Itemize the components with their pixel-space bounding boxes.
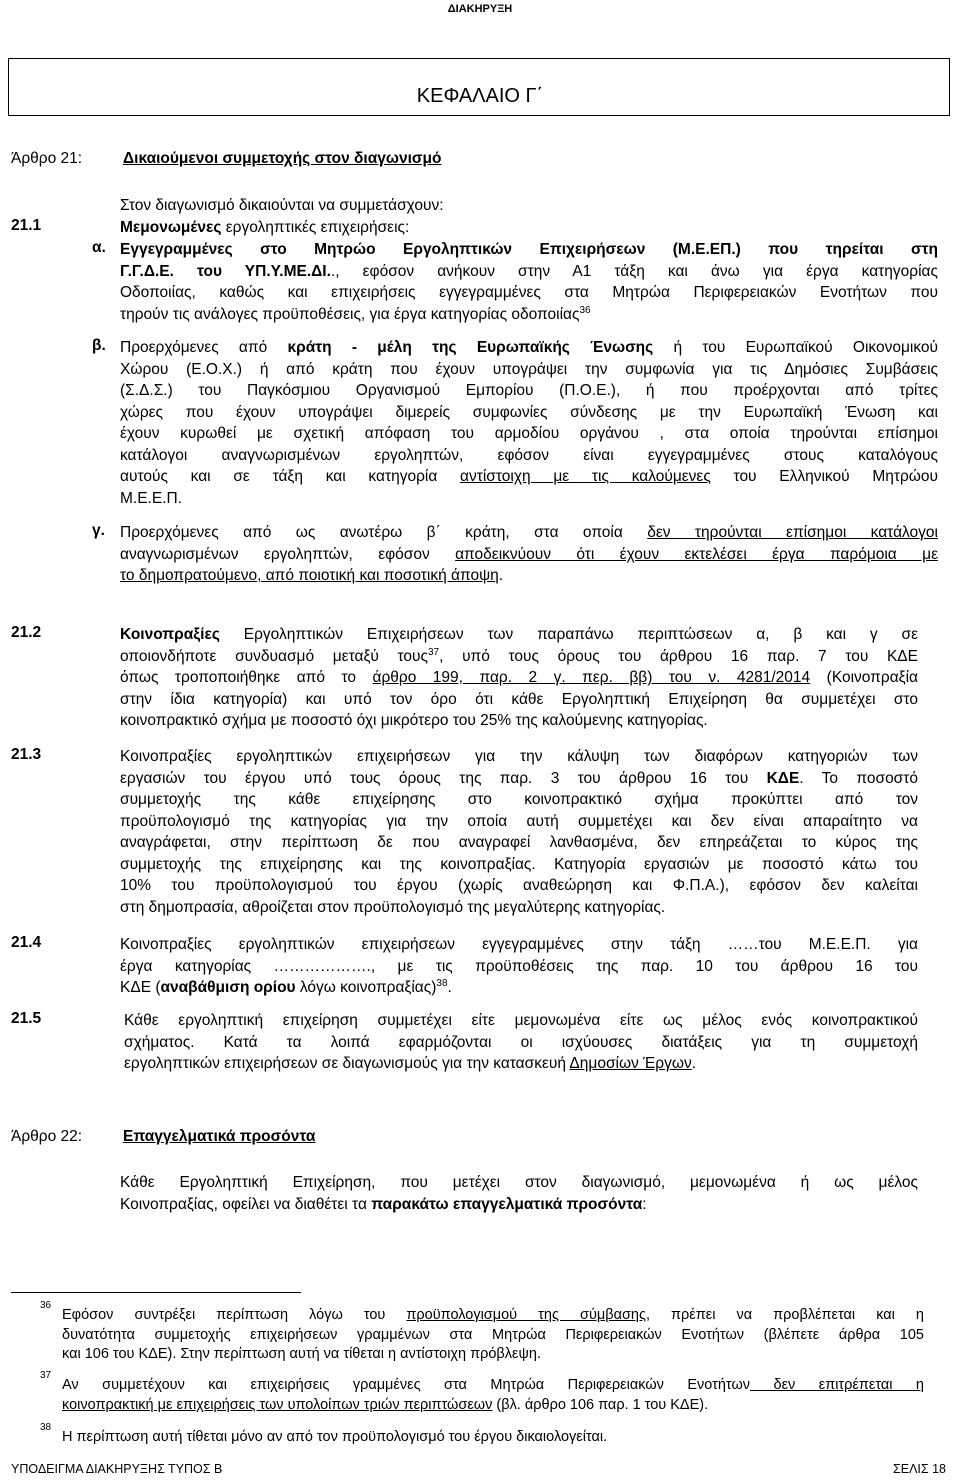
- p3-line-5: αναγράφεται, στην περίπτωση δε που αναγραφεί λανθασμένα, δεν επηρεάζεται το κύρος της: [120, 834, 918, 851]
- item-b-text: [120, 337, 938, 509]
- footnote-38: [62, 1428, 924, 1448]
- p5-line-3-c: .: [691, 1055, 697, 1072]
- a22-line-2-c: :: [642, 1195, 647, 1213]
- a22-line-2-bold: παρακάτω επαγγελματικά προσόντα: [371, 1195, 643, 1213]
- p5-line-2: σχήματος. Κατά τα λοιπά εφαρμόζονται οι ισχύουσες διατάξεις για τη συμμετοχή: [124, 1033, 918, 1051]
- p2-line-2-b: , υπό τους όρους του άρθρου 16 παρ. 7 του ΚΔΕ: [439, 647, 918, 665]
- paragraph-number-21-4: 21.4: [11, 934, 42, 951]
- p3-line-2-a: εργασιών του έργου υπό τους όρους της παρ. 3 του άρθρου 16 του: [120, 769, 767, 787]
- p3-line-2-c: . Το ποσοστό: [799, 769, 918, 787]
- p5-line-3-a: εργοληπτικών επιχειρήσεων σε διαγωνισμούς για την κατασκευή: [124, 1055, 570, 1072]
- p4-line-3-a: ΚΔΕ (: [120, 979, 161, 996]
- p4-line-2: έργα κατηγορίας ………………., με τις προϋποθέσεις της παρ. 10 του άρθρου 16 του: [120, 957, 918, 975]
- f37-line-2-c: (βλ. άρθρο 106 παρ. 1 του ΚΔΕ).: [492, 1396, 709, 1413]
- paragraph-number-21-3: 21.3: [11, 746, 42, 763]
- p2-line-3-underline: άρθρο 199, παρ. 2 γ. περ. ββ) του ν. 4281/2014: [372, 669, 811, 686]
- footnote-number-36: 36: [40, 1300, 52, 1311]
- footnote-37: [62, 1376, 924, 1415]
- f36-line-1-a: Εφόσον συντρέξει περίπτωση λόγω του: [62, 1307, 407, 1323]
- footnote-36: [62, 1306, 924, 1365]
- footnote-number-37: 37: [40, 1370, 52, 1381]
- p3-line-2-bold: ΚΔΕ: [766, 769, 800, 787]
- item-a-marker: α.: [92, 239, 106, 256]
- b-line-7-underline: αντίστοιχη με τις καλούμενες: [460, 468, 711, 485]
- paragraph-21-5: [124, 1010, 918, 1075]
- article-21-number: Άρθρο 21:: [11, 150, 83, 167]
- article-22-title: Επαγγελματικά προσόντα: [123, 1128, 316, 1145]
- f37-line-2-underline: κοινοπρακτική με επιχειρήσεις των υπολοίπων τριών περιπτώσεων: [62, 1396, 493, 1413]
- item-b-marker: β.: [92, 337, 106, 354]
- b-line-1-c: ή του Ευρωπαϊκού Οικονομικού: [653, 339, 938, 356]
- item-c-text: [120, 522, 938, 587]
- b-line-5: έχουν κυρωθεί με σχετική απόφαση του αρμοδίου οργάνου , στα οποία τηρούνται επίσημοι: [120, 425, 938, 442]
- f38-line-1: Η περίπτωση αυτή τίθεται μόνο αν από τον προϋπολογισμό του έργου δικαιολογείται.: [62, 1429, 608, 1445]
- p2-line-1-bold: Κοινοπραξίες: [120, 626, 220, 643]
- paragraph-21-2: [120, 624, 918, 732]
- p1-head-bold: Μεμονωμένες: [120, 219, 222, 236]
- c-line-3-underline: το δημοπρατούμενο, από ποιοτική και ποσοτική άποψη: [120, 567, 499, 584]
- p2-line-5: κοινοπρακτικό σχήμα με ποσοστό όχι μικρότερο του 25% της καλούμενης κατηγορίας.: [120, 712, 708, 729]
- footnote-separator: [11, 1292, 301, 1293]
- p2-line-2-a: οποιονδήποτε συνδυασμό μεταξύ τους: [120, 647, 428, 665]
- footer-page-number: ΣΕΛΙΣ 18: [893, 1462, 946, 1476]
- b-line-6: κατάλογοι αναγνωρισμένων εργοληπτών, εφόσον είναι εγγεγραμμένες στους καταλόγους: [120, 446, 938, 464]
- footer-document-type: ΥΠΟΔΕΙΓΜΑ ΔΙΑΚΗΡΥΞΗΣ ΤΥΠΟΣ Β: [11, 1462, 223, 1476]
- p4-line-3-end: .: [447, 979, 452, 996]
- item-a-text: [120, 239, 938, 325]
- b-line-1-bold: κράτη - μέλη της Ευρωπαϊκής Ένωσης: [287, 339, 654, 356]
- article-21-intro: [120, 195, 444, 217]
- p3-line-1: Κοινοπραξίες εργοληπτικών επιχειρήσεων για την κάλυψη των διαφόρων κατηγοριών των: [120, 748, 918, 765]
- paragraph-number-21-2: 21.2: [11, 624, 42, 641]
- paragraph-21-4: [120, 934, 918, 999]
- p3-line-8: στη δημοπρασία, αθροίζεται στον προϋπολογισμό της μεγαλύτερης κατηγορίας.: [120, 898, 666, 916]
- p3-line-4: προϋπολογισμό της κατηγορίας για την οποία αυτή συμμετέχει και δεν είναι απαραίτητο να: [120, 812, 918, 830]
- p4-line-3-c: λόγω κοινοπραξίας): [295, 979, 437, 996]
- c-line-2-a: αναγνωρισμένων εργοληπτών, εφόσον: [120, 545, 456, 563]
- article-22-heading: [11, 1128, 315, 1146]
- a22-line-2-a: Κοινοπραξίας, οφείλει να διαθέτει τα: [120, 1195, 372, 1213]
- p5-line-3-underline: Δημοσίων Έργων: [569, 1055, 692, 1072]
- item-c-marker: γ.: [92, 522, 105, 539]
- paragraph-21-3: [120, 746, 918, 918]
- article-21-title: Δικαιούμενοι συμμετοχής στον διαγωνισμό: [123, 150, 442, 167]
- chapter-title: ΚΕΦΑΛΑΙΟ Γ΄: [416, 85, 544, 107]
- c-line-3-end: .: [498, 567, 504, 584]
- p1-head-rest: εργοληπτικές επιχειρήσεις:: [221, 219, 410, 236]
- b-line-7-a: αυτούς και σε τάξη και κατηγορία: [120, 468, 461, 485]
- f37-line-1-underline: δεν επιτρέπεται η: [750, 1377, 924, 1393]
- footnote-ref-38[interactable]: 38: [436, 977, 448, 989]
- f36-line-1-underline: προϋπολογισμού της σύμβασης: [406, 1307, 646, 1323]
- p3-line-3: συμμετοχής της κάθε επιχείρησης στο κοινοπρακτικό σχήμα προκύπτει από τον: [120, 791, 918, 808]
- f36-line-2: δυνατότητα συμμετοχής επιχειρήσεων γραμμένων στα Μητρώα Περιφερειακών Ενοτήτων (βλέπετε άρθρα 105: [62, 1326, 924, 1343]
- c-line-1-underline: δεν τηρούνται επίσημοι κατάλογοι: [647, 524, 938, 541]
- c-line-1-a: Προερχόμενες από ως ανωτέρω β΄ κράτη, στα οποία: [120, 524, 648, 541]
- p3-line-6: συμμετοχής της επιχείρησης και της κοινοπραξίας. Κατηγορία εργασιών με ποσοστό κάτω του: [120, 855, 918, 873]
- f36-line-1-c: , πρέπει να προβλέπεται και η: [645, 1307, 924, 1323]
- p4-line-3-bold: αναβάθμιση ορίου: [160, 979, 296, 996]
- intro-text: Στον διαγωνισμό δικαιούνται να συμμετάσχουν:: [120, 197, 444, 214]
- footnote-ref-37[interactable]: 37: [428, 646, 440, 658]
- p5-line-1: Κάθε εργοληπτική επιχείρηση συμμετέχει είτε μεμονωμένα είτε ως μέλος ενός κοινοπρακτικού: [124, 1012, 918, 1029]
- b-line-1-a: Προερχόμενες από: [120, 339, 288, 356]
- a-line-1: Εγγεγραμμένες στο Μητρώο Εργοληπτικών Επιχειρήσεων (Μ.Ε.ΕΠ.) που τηρείται στη: [120, 241, 938, 258]
- b-line-3: (Σ.Δ.Σ.) του Παγκόσμιου Οργανισμού Εμπορίου (Π.Ο.Ε.), ή που προέρχονται από τρίτες: [120, 382, 938, 399]
- a-line-3: Οδοποιίας, καθώς και επιχειρήσεις εγγεγραμμένες στα Μητρώα Περιφερειακών Ενοτήτων που: [120, 284, 938, 301]
- p4-line-1: Κοινοπραξίες εργοληπτικών επιχειρήσεων εγγεγραμμένες στην τάξη ……του Μ.Ε.Ε.Π. για: [120, 936, 918, 953]
- a22-line-1: Κάθε Εργοληπτική Επιχείρηση, που μετέχει στον διαγωνισμό, μεμονωμένα ή ως μέλος: [120, 1174, 918, 1191]
- p2-line-4: στην ίδια κατηγορία) και υπό τον όρο ότι κάθε Εργοληπτική Επιχείρηση θα συμμετέχει στο: [120, 690, 918, 708]
- c-line-2-underline: αποδεικνύουν ότι έχουν εκτελέσει έργα παρόμοια με: [455, 545, 938, 563]
- f36-line-3: και 106 του ΚΔΕ). Στην περίπτωση αυτή να τίθεται η αντίστοιχη πρόβλεψη.: [62, 1346, 541, 1362]
- document-header-label: ΔΙΑΚΗΡΥΞΗ: [447, 3, 513, 15]
- p3-line-7: 10% του προϋπολογισμού του έργου (χωρίς αναθεώρηση και Φ.Π.Α.), εφόσον δεν καλείται: [120, 877, 918, 894]
- b-line-4: χώρες που έχουν υπογράψει διμερείς συμφωνίες σύνδεσης με την Ευρωπαϊκή Ένωση και: [120, 403, 938, 421]
- paragraph-number-21-1: 21.1: [11, 217, 42, 234]
- footnote-number-38: 38: [40, 1422, 52, 1433]
- paragraph-number-21-5: 21.5: [11, 1010, 42, 1027]
- article-21-heading: [11, 150, 441, 168]
- paragraph-21-1-heading: [120, 217, 409, 239]
- b-line-2: Χώρου (Ε.Ο.Χ.) ή από κράτη που έχουν υπογράψει την συμφωνία για τις Δημόσιες Συμβάσεις: [120, 360, 938, 378]
- f37-line-1-a: Αν συμμετέχουν και επιχειρήσεις γραμμένες στα Μητρώα Περιφερειακών Ενοτήτων: [62, 1377, 751, 1393]
- a-line-4: τηρούν τις ανάλογες προϋποθέσεις, για έργα κατηγορίας οδοποιίας: [120, 305, 580, 323]
- p2-line-3-a: όπως τροποποιήθηκε από το: [120, 669, 373, 686]
- b-line-7-c: του Ελληνικού Μητρώου: [710, 468, 938, 485]
- a-line-2-bold: Γ.Γ.Δ.Ε. του ΥΠ.Υ.ΜΕ.ΔΙ.: [120, 262, 331, 280]
- a-line-2-rest: ., εφόσον ανήκουν στην Α1 τάξη και άνω για έργα κατηγορίας: [330, 262, 938, 280]
- article-22-text: [120, 1172, 918, 1215]
- b-line-8: Μ.Ε.Ε.Π.: [120, 489, 183, 507]
- p2-line-1-rest: Εργοληπτικών Επιχειρήσεων των παραπάνω περιπτώσεων α, β και γ σε: [219, 626, 918, 643]
- footnote-ref-36[interactable]: 36: [579, 304, 591, 316]
- p2-line-3-c: (Κοινοπραξία: [810, 669, 919, 686]
- article-22-number: Άρθρο 22:: [11, 1128, 83, 1145]
